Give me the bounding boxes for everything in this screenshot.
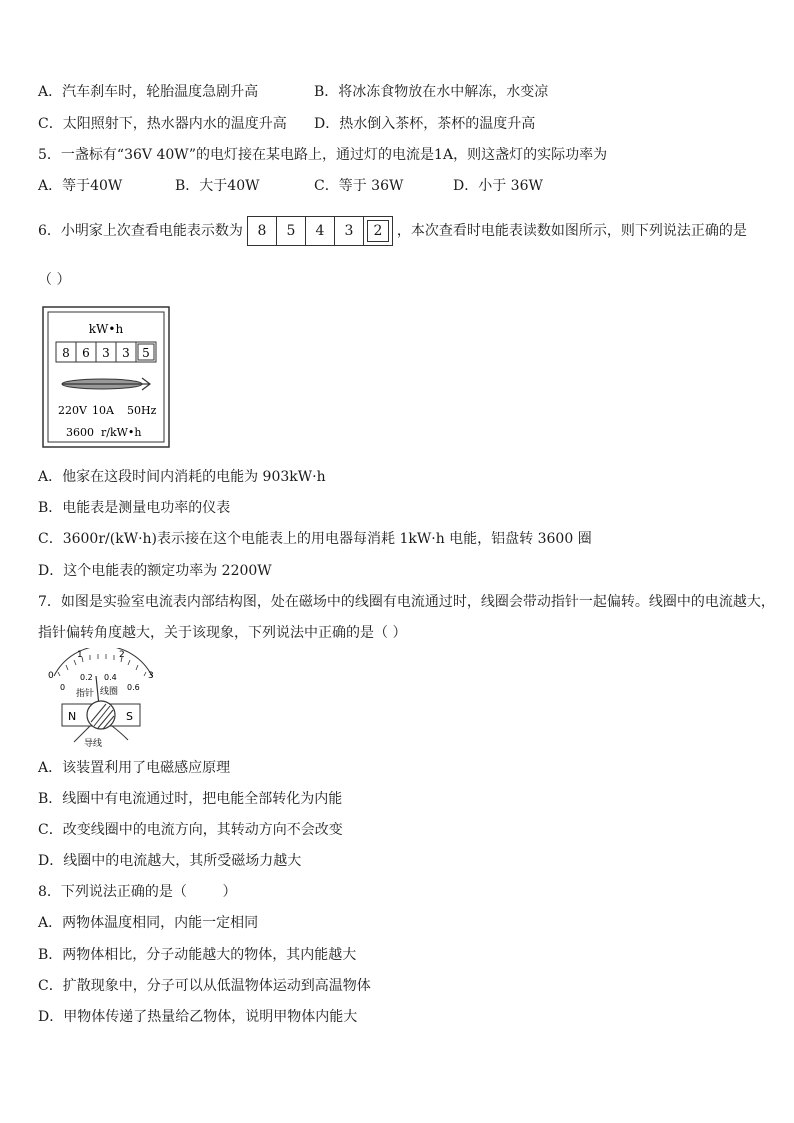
meter-spec-constant: 3600 r/kW•h [66,426,142,439]
ammeter-structure-figure [44,648,164,748]
q6-option-c: C．3600r/(kW·h)表示接在这个电能表上的用电器每消耗 1kW·h 电能，铝盘转 3600 圈 [38,531,592,547]
meter-unit: kW•h [88,322,124,336]
q6-stem-before: 6．小明家上次查看电能表示数为 [38,223,243,239]
q4-option-d: D．热水倒入茶杯，茶杯的温度升高 [314,116,536,132]
q6-option-d: D．这个电能表的额定功率为 2200W [38,563,272,579]
coil-label: 线圈 [100,687,119,697]
q7-stem-line2: 指针偏转角度越大，关于该现象，下列说法中正确的是（ ） [38,625,407,641]
q5-option-a: A．等于40W [38,178,123,194]
prev-digit: 5 [277,217,306,245]
meter-digits [56,342,156,362]
meter-spec-current: 10A [92,404,114,417]
meter-digit-decimal: 5 [142,346,150,360]
q8-option-a: A．两物体温度相同，内能一定相同 [38,915,259,931]
q5-stem: 5．一盏标有“36V 40W”的电灯接在某电路上，通过灯的电流是1A，则这盏灯的实际功率为 [38,147,608,163]
meter-digit: 3 [122,346,130,360]
q5-option-d: D．小于 36W [453,178,543,194]
ammeter-bottom-scale: 0.4 [104,673,117,682]
q6-stem-after: ，本次查看时电能表读数如图所示，则下列说法正确的是 [396,223,747,239]
q8-option-c: C．扩散现象中，分子可以从低温物体运动到高温物体 [38,978,371,994]
prev-digit: 4 [306,217,335,245]
meter-digit: 6 [82,346,90,360]
q4-option-c: C．太阳照射下，热水器内水的温度升高 [38,116,287,132]
ammeter-top-scale: 0 [48,671,54,681]
q6-option-b: B．电能表是测量电功率的仪表 [38,500,231,516]
q6-previous-reading [247,216,393,246]
ammeter-bottom-scale: 0.6 [127,683,140,692]
q7-option-b: B．线圈中有电流通过时，把电能全部转化为内能 [38,791,343,807]
q7-option-a: A．该装置利用了电磁感应原理 [38,760,231,776]
electric-meter-figure [42,306,170,448]
magnet-north-pole: N [68,710,77,723]
ammeter-top-scale: 2 [119,650,125,660]
q4-option-a: A．汽车刹车时，轮胎温度急剧升高 [38,84,259,100]
q6-answer-paren: （ ） [38,272,71,288]
coil-icon [87,701,115,729]
prev-digit-decimal: 2 [364,217,392,245]
q7-stem-line1: 7．如图是实验室电流表内部结构图，处在磁场中的线圈有电流通过时，线圈会带动指针一起偏转。线圈中的电流越大， [38,594,775,610]
q7-option-d: D．线圈中的电流越大，其所受磁场力越大 [38,853,302,869]
meter-spec-frequency: 50Hz [127,404,157,417]
wire-label: 导线 [84,739,103,748]
q8-option-b: B．两物体相比，分子动能越大的物体，其内能越大 [38,947,357,963]
q5-option-b: B．大于40W [175,178,260,194]
q7-option-c: C．改变线圈中的电流方向，其转动方向不会改变 [38,822,343,838]
meter-digit: 3 [102,346,110,360]
q6-option-a: A．他家在这段时间内消耗的电能为 903kW·h [38,469,326,485]
q4-option-b: B．将冰冻食物放在水中解冻，水变凉 [314,84,549,100]
meter-spec-voltage: 220V [58,404,87,417]
q8-stem: 8．下列说法正确的是（ ） [38,884,237,900]
ammeter-top-scale: 3 [148,671,154,681]
meter-disc-arrow-icon [62,378,150,390]
ammeter-bottom-scale: 0.2 [80,673,93,682]
pointer-label: 指针 [76,689,95,699]
meter-digit: 8 [62,346,70,360]
prev-digit: 8 [248,217,277,245]
prev-digit: 3 [335,217,364,245]
q6-stem [38,216,747,246]
q5-option-c: C．等于 36W [314,178,404,194]
ammeter-bottom-scale: 0 [60,683,66,692]
ammeter-top-scale: 1 [77,650,83,660]
magnet-south-pole: S [126,710,133,723]
q8-option-d: D．甲物体传递了热量给乙物体，说明甲物体内能大 [38,1009,358,1025]
